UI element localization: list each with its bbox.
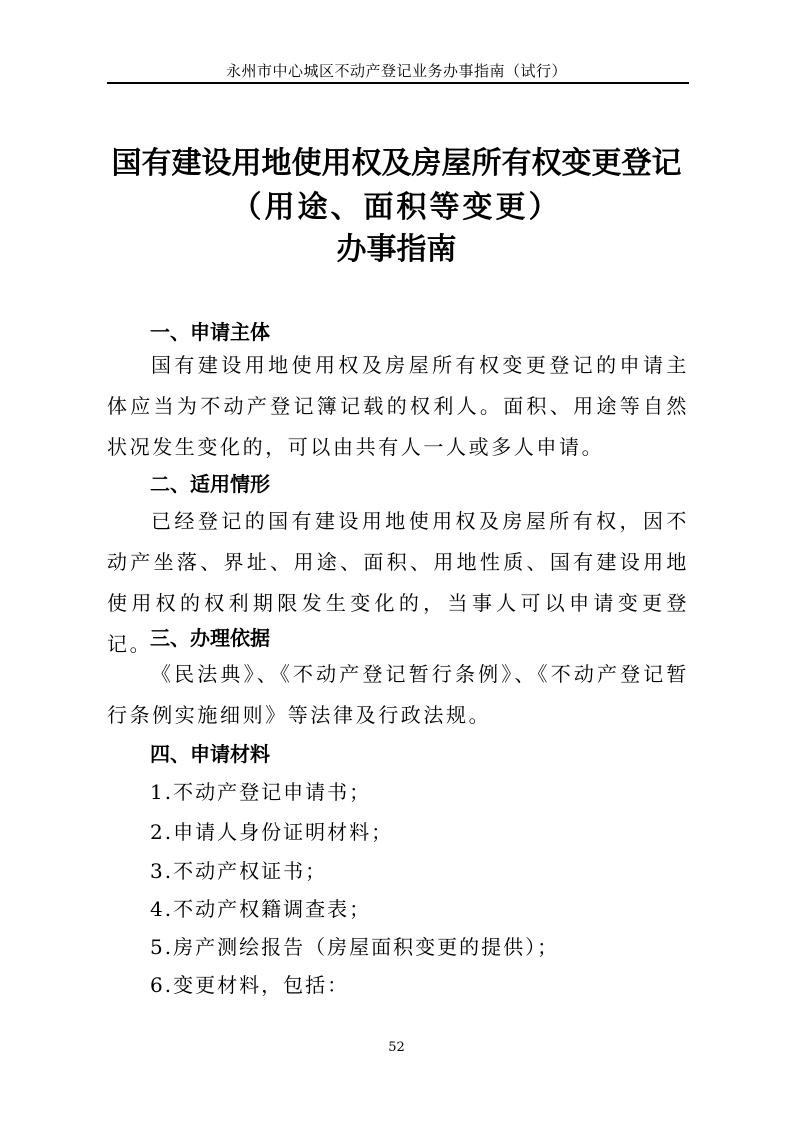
section-heading-legal-basis: 三、办理依据 [150, 626, 270, 650]
material-item: 5.房产测绘报告（房屋面积变更的提供）； [150, 935, 560, 959]
section-text-applicant: 国有建设用地使用权及房屋所有权变更登记的申请主体应当为不动产登记簿记载的权利人。面积、用途等自然状况发生变化的，可以由共有人一人或多人申请。 [107, 353, 689, 459]
document-title-line-1: 国有建设用地使用权及房屋所有权变更登记 [111, 146, 682, 181]
material-item: 2.申请人身份证明材料； [150, 820, 394, 844]
header-divider [107, 82, 689, 84]
section-text-legal-basis: 《民法典》、《不动产登记暂行条例》、《不动产登记暂行条例实施细则》等法律及行政法规。 [107, 662, 689, 727]
running-header: 永州市中心城区不动产登记业务办事指南（试行） [225, 62, 567, 80]
document-title-line-3: 办事指南 [336, 232, 457, 267]
material-item: 3.不动产权证书； [150, 859, 328, 883]
section-heading-materials: 四、申请材料 [150, 742, 270, 766]
material-item: 4.不动产权籍调查表； [150, 897, 372, 921]
section-heading-applicant: 一、申请主体 [150, 320, 270, 344]
section-heading-scenarios: 二、适用情形 [150, 472, 270, 496]
page-number: 52 [388, 1040, 405, 1055]
section-text-scenarios: 已经登记的国有建设用地使用权及房屋所有权，因不动产坐落、界址、用途、面积、用地性质、国有建设用地使用权的权利期限发生变化的，当事人可以申请变更登记。 [107, 509, 689, 656]
material-item: 1.不动产登记申请书； [150, 780, 372, 804]
document-title-line-2: （用途、面积等变更） [231, 190, 562, 225]
material-item: 6.变更材料，包括： [150, 973, 350, 997]
